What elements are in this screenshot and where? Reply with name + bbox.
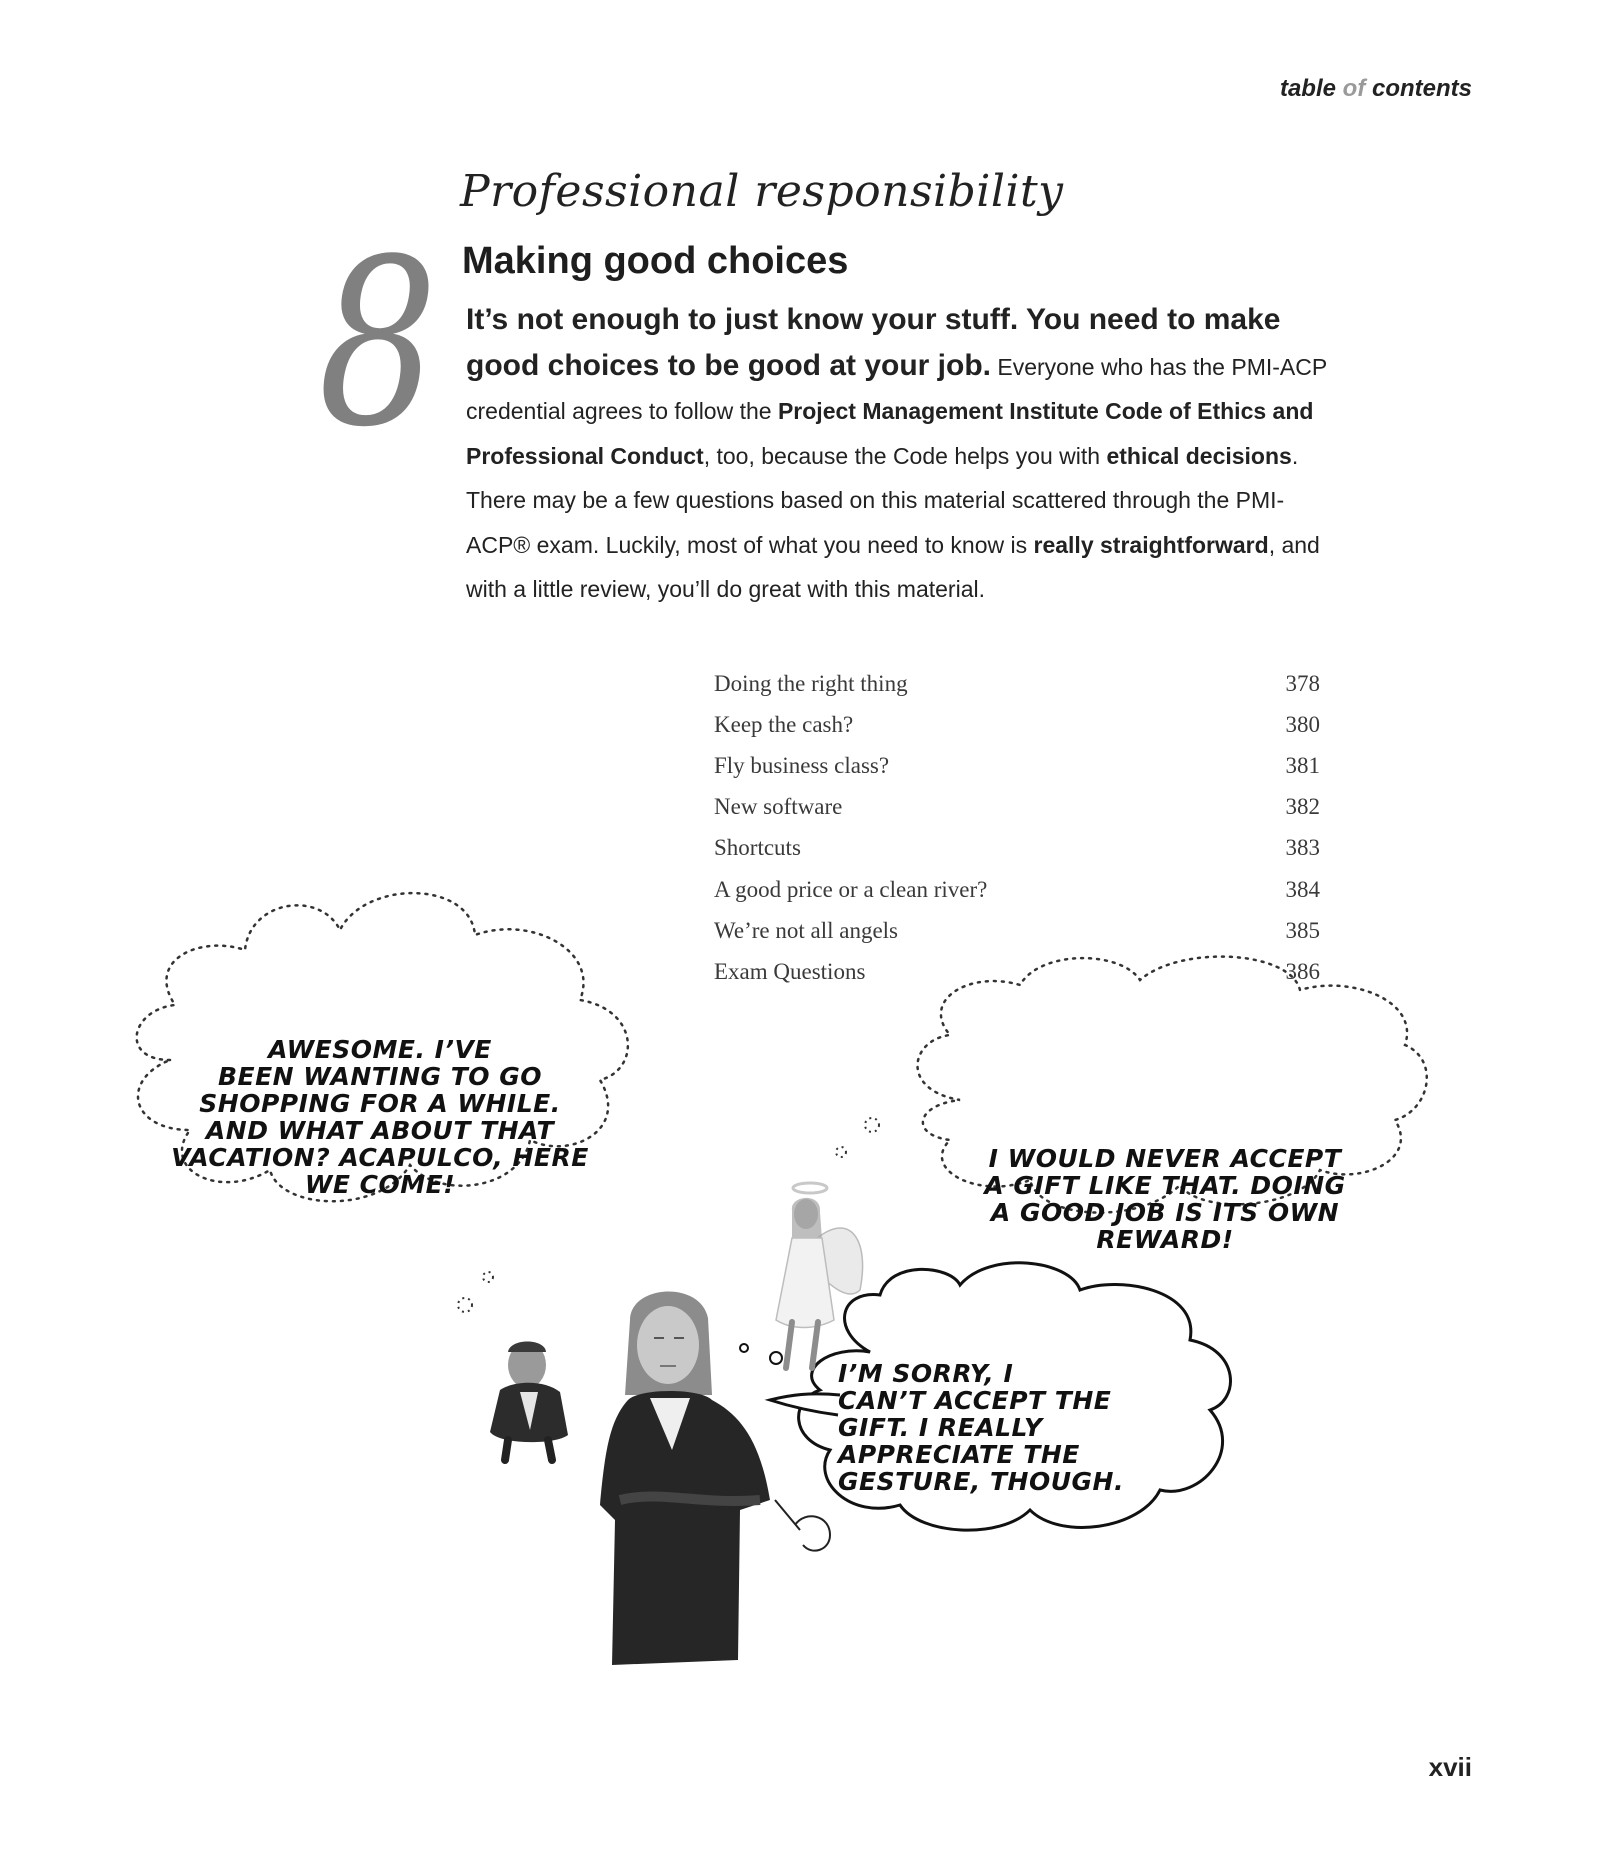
- devil-thought-dot: [458, 1298, 472, 1312]
- running-head: table of contents: [1279, 75, 1472, 102]
- chapter-title: Making good choices: [462, 240, 849, 282]
- woman-face: [637, 1306, 699, 1384]
- toc-entry-title: Keep the cash?: [714, 711, 854, 737]
- woman-thought-dot: [740, 1344, 748, 1352]
- toc-entry-page: 383: [1285, 835, 1320, 861]
- chapter-intro: It’s not enough to just know your stuff. You need to make good choices to be good at your job. Everyone who has the PMI-ACP credential agrees to follow the Project Management Institute Code of Ethics and Professional Conduct, too, because the Code helps you with ethical decisions. There may be a few questions based on this material scattered through the PMI-ACP® exam. Luckily, most of what you need to know is really straightforward, and with a little review, you’ll do great with this material.: [466, 303, 1327, 602]
- toc-entry-page: 384: [1285, 876, 1320, 902]
- woman-speech-text: I’M SORRY, I CAN’T ACCEPT THE GIFT. I REALLY APPRECIATE THE GESTURE, THOUGH.: [838, 1359, 1124, 1496]
- woman-figure: [600, 1292, 830, 1665]
- toc-entry-title: Doing the right thing: [714, 670, 908, 696]
- toc-entry-title: Exam Questions: [714, 958, 866, 984]
- angel-figure: [776, 1183, 863, 1368]
- toc-entry-title: We’re not all angels: [714, 917, 898, 943]
- chapter-script-title: Professional responsibility: [460, 166, 1064, 217]
- angel-thought-dot: [836, 1147, 846, 1157]
- toc-entry-page: 386: [1285, 958, 1320, 984]
- angel-thought-text: I WOULD NEVER ACCEPT A GIFT LIKE THAT. DOING A GOOD JOB IS ITS OWN REWARD!: [984, 1144, 1346, 1254]
- devil-thought-text: AWESOME. I’VE BEEN WANTING TO GO SHOPPING FOR A WHILE. AND WHAT ABOUT THAT VACATION? ACAPULCO, HERE WE COME!: [171, 1035, 589, 1199]
- page-number: xvii: [1428, 1752, 1472, 1782]
- glasses-icon: [775, 1500, 830, 1551]
- toc-entry-page: 385: [1285, 917, 1320, 943]
- toc-entry-title: Shortcuts: [714, 835, 801, 861]
- halo: [793, 1183, 827, 1193]
- woman-thought-dot: [770, 1352, 782, 1364]
- chapter-number: 8: [318, 211, 439, 478]
- intro-lead: It’s not enough to just know your stuff. You need to make good choices to be good at your job.: [466, 303, 1281, 382]
- toc-entry-page: 381: [1285, 752, 1320, 778]
- toc-entry-page: 380: [1285, 711, 1320, 737]
- toc-entry-title: A good price or a clean river?: [714, 876, 988, 902]
- devil-thought-dot: [483, 1272, 493, 1282]
- angel-thought-dot: [865, 1118, 879, 1132]
- woman-cardigan: [600, 1391, 770, 1665]
- devil-figure: [490, 1342, 568, 1461]
- toc-entry-page: 378: [1285, 670, 1320, 696]
- toc-entry-title: New software: [714, 794, 843, 820]
- toc-entry-title: Fly business class?: [714, 752, 890, 778]
- toc-entry-page: 382: [1285, 794, 1320, 820]
